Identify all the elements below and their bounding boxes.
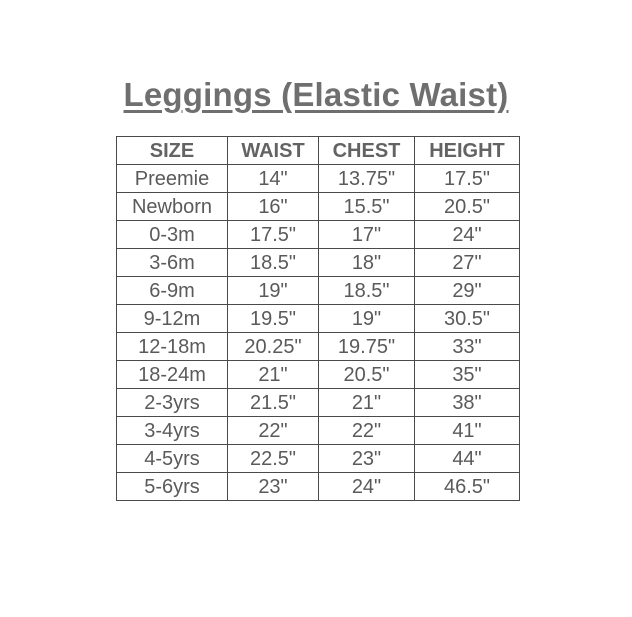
height-cell: 17.5" xyxy=(415,165,520,193)
chest-cell: 24" xyxy=(319,473,415,501)
waist-cell: 22.5" xyxy=(228,445,319,473)
chest-cell: 20.5" xyxy=(319,361,415,389)
size-cell: 3-4yrs xyxy=(117,417,228,445)
height-cell: 30.5" xyxy=(415,305,520,333)
height-cell: 44" xyxy=(415,445,520,473)
table-row xyxy=(117,165,520,193)
height-cell: 29" xyxy=(415,277,520,305)
table-row xyxy=(117,249,520,277)
chest-cell: 13.75" xyxy=(319,165,415,193)
column-header-size: SIZE xyxy=(117,137,228,165)
height-cell: 38" xyxy=(415,389,520,417)
chest-cell: 18" xyxy=(319,249,415,277)
size-cell: 3-6m xyxy=(117,249,228,277)
chest-cell: 15.5" xyxy=(319,193,415,221)
waist-cell: 14" xyxy=(228,165,319,193)
size-cell: Preemie xyxy=(117,165,228,193)
waist-cell: 18.5" xyxy=(228,249,319,277)
table-row xyxy=(117,473,520,501)
table-row xyxy=(117,333,520,361)
table-row xyxy=(117,277,520,305)
size-cell: 6-9m xyxy=(117,277,228,305)
table-header-row xyxy=(117,137,520,165)
chest-cell: 19.75" xyxy=(319,333,415,361)
height-cell: 46.5" xyxy=(415,473,520,501)
height-cell: 20.5" xyxy=(415,193,520,221)
waist-cell: 22" xyxy=(228,417,319,445)
chest-cell: 22" xyxy=(319,417,415,445)
chest-cell: 18.5" xyxy=(319,277,415,305)
column-header-chest: CHEST xyxy=(319,137,415,165)
waist-cell: 17.5" xyxy=(228,221,319,249)
size-cell: 12-18m xyxy=(117,333,228,361)
table-row xyxy=(117,193,520,221)
size-cell: 4-5yrs xyxy=(117,445,228,473)
table-row xyxy=(117,445,520,473)
waist-cell: 23" xyxy=(228,473,319,501)
height-cell: 33" xyxy=(415,333,520,361)
table-row xyxy=(117,417,520,445)
table-row xyxy=(117,305,520,333)
page-title: Leggings (Elastic Waist) xyxy=(123,76,509,113)
height-cell: 35" xyxy=(415,361,520,389)
size-cell: 2-3yrs xyxy=(117,389,228,417)
size-cell: 5-6yrs xyxy=(117,473,228,501)
waist-cell: 19" xyxy=(228,277,319,305)
waist-cell: 16" xyxy=(228,193,319,221)
waist-cell: 20.25" xyxy=(228,333,319,361)
column-header-waist: WAIST xyxy=(228,137,319,165)
waist-cell: 21.5" xyxy=(228,389,319,417)
height-cell: 24" xyxy=(415,221,520,249)
chest-cell: 17" xyxy=(319,221,415,249)
waist-cell: 21" xyxy=(228,361,319,389)
table-row xyxy=(117,361,520,389)
table-row xyxy=(117,389,520,417)
chest-cell: 23" xyxy=(319,445,415,473)
size-cell: 18-24m xyxy=(117,361,228,389)
size-chart-table xyxy=(116,136,520,501)
height-cell: 27" xyxy=(415,249,520,277)
height-cell: 41" xyxy=(415,417,520,445)
size-cell: 9-12m xyxy=(117,305,228,333)
waist-cell: 19.5" xyxy=(228,305,319,333)
size-cell: Newborn xyxy=(117,193,228,221)
chest-cell: 19" xyxy=(319,305,415,333)
column-header-height: HEIGHT xyxy=(415,137,520,165)
chest-cell: 21" xyxy=(319,389,415,417)
table-row xyxy=(117,221,520,249)
size-cell: 0-3m xyxy=(117,221,228,249)
